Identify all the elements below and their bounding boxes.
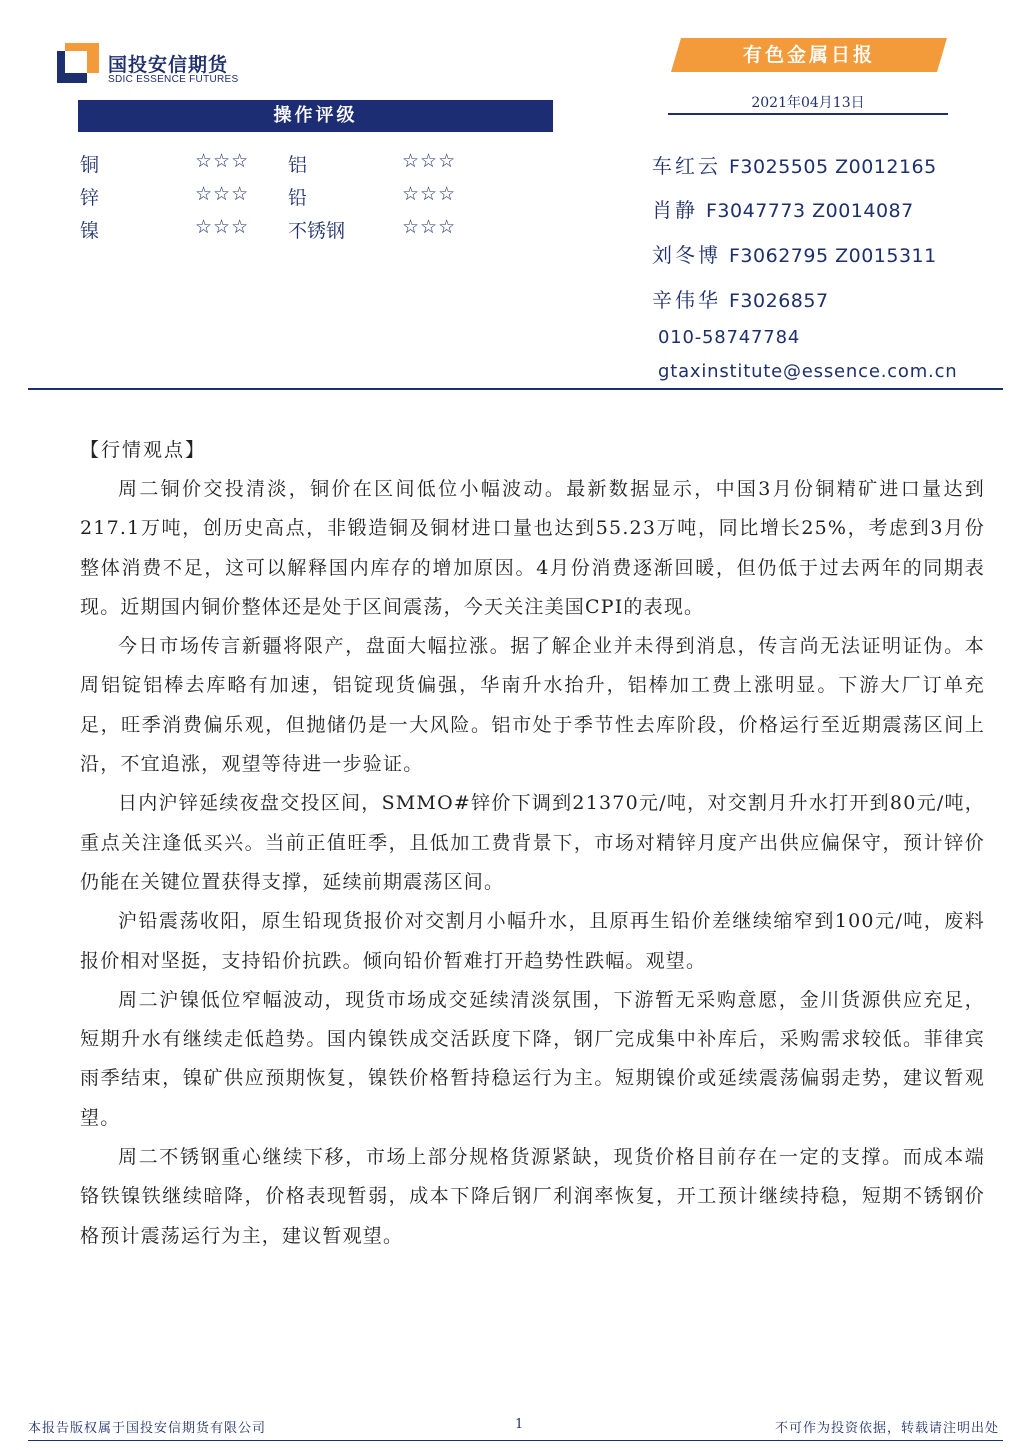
rating-metal-stainless: 不锈钢 [288, 220, 346, 242]
rating-stars-copper: ☆☆☆ [195, 150, 250, 172]
rating-metal-lead: 铅 [288, 187, 308, 209]
paragraph-zinc: 日内沪锌延续夜盘交投区间，SMMO#锌价下调到21370元/吨，对交割月升水打开到80元/吨，重点关注逢低买兴。当前正值旺季，且低加工费背景下，市场对精锌月度产出供应偏保守，预计锌价仍能在关键位置获得支撑，延续前期震荡区间。 [80, 792, 985, 893]
analyst-codes: F3047773 Z0014087 [706, 200, 914, 222]
contact-phone: 010-58747784 [658, 327, 801, 348]
analyst-codes: F3026857 [729, 290, 829, 312]
rating-stars-aluminum: ☆☆☆ [402, 150, 457, 172]
paragraph-copper: 周二铜价交投清淡，铜价在区间低位小幅波动。最新数据显示，中国3月份铜精矿进口量达到217.1万吨，创历史高点，非锻造铜及铜材进口量也达到55.23万吨，同比增长25%，考虑到3月份整体消费不足，这可以解释国内库存的增加原因。4月份消费逐渐回暖，但仍低于过去两年的同期表现。近期国内铜价整体还是处于区间震荡，今天关注美国CPI的表现。 [80, 478, 985, 618]
contact-email[interactable]: gtaxinstitute@essence.com.cn [658, 361, 958, 382]
analyst-name: 刘冬博 [652, 243, 721, 267]
paragraph-stainless: 周二不锈钢重心继续下移，市场上部分规格货源紧缺，现货价格目前存在一定的支撑。而成本端铬铁镍铁继续暗降，价格表现暂弱，成本下降后钢厂利润率恢复，开工预计继续持稳，短期不锈钢价格预计震荡运行为主，建议暂观望。 [80, 1146, 985, 1247]
rating-metal-zinc: 锌 [80, 187, 100, 209]
paragraph-aluminum: 今日市场传言新疆将限产，盘面大幅拉涨。据了解企业并未得到消息，传言尚无法证明证伪。本周铝锭铝棒去库略有加速，铝锭现货偏强，华南升水抬升，铝棒加工费上涨明显。下游大厂订单充足，旺季消费偏乐观，但抛储仍是一大风险。铝市处于季节性去库阶段，价格运行至近期震荡区间上沿，不宜追涨，观望等待进一步验证。 [80, 635, 985, 776]
analyst-name: 车红云 [652, 154, 721, 178]
rating-stars-lead: ☆☆☆ [402, 183, 457, 205]
footer-copyright: 本报告版权属于国投安信期货有限公司 [28, 1421, 267, 1436]
rating-stars-stainless: ☆☆☆ [402, 216, 457, 238]
paragraph-nickel: 周二沪镍低位窄幅波动，现货市场成交延续清淡氛围，下游暂无采购意愿，金川货源供应充足，短期升水有继续走低趋势。国内镍铁成交活跃度下降，钢厂完成集中补库后，采购需求较低。菲律宾雨季结束，镍矿供应预期恢复，镍铁价格暂持稳运行为主。短期镍价或延续震荡偏弱走势，建议暂观望。 [80, 988, 985, 1129]
logo-english-name: SDIC ESSENCE FUTURES [108, 74, 239, 85]
header-divider [28, 388, 1003, 390]
page-number: 1 [515, 1417, 524, 1432]
rating-stars-zinc: ☆☆☆ [195, 183, 250, 205]
analyst-codes: F3025505 Z0012165 [729, 156, 937, 178]
logo-chinese-name: 国投安信期货 [108, 54, 229, 76]
report-date: 2021年04月13日 [751, 95, 865, 111]
rating-metal-nickel: 镍 [80, 220, 100, 242]
rating-metal-aluminum: 铝 [288, 154, 308, 176]
date-underline [668, 113, 948, 115]
analyst-1 [652, 150, 937, 179]
rating-table-title: 操作评级 [78, 100, 553, 132]
analyst-codes: F3062795 Z0015311 [729, 245, 937, 267]
analyst-4 [652, 284, 829, 313]
sdic-logo-icon [57, 43, 99, 83]
analyst-3 [652, 239, 937, 268]
analyst-2 [652, 194, 914, 223]
report-title: 有色金属日报 [742, 44, 875, 66]
footer-disclaimer: 不可作为投资依据，转载请注明出处 [774, 1421, 999, 1436]
report-body [80, 470, 985, 1256]
analyst-name: 肖静 [652, 198, 698, 222]
footer-divider [28, 1440, 1003, 1441]
section-title: 【行情观点】 [80, 439, 207, 461]
rating-stars-nickel: ☆☆☆ [195, 216, 250, 238]
paragraph-lead: 沪铅震荡收阳，原生铅现货报价对交割月小幅升水，且原再生铅价差继续缩窄到100元/吨，废料报价相对坚挺，支持铅价抗跌。倾向铅价暂难打开趋势性跌幅。观望。 [80, 910, 985, 972]
rating-metal-copper: 铜 [80, 154, 100, 176]
analyst-name: 辛伟华 [652, 288, 721, 312]
